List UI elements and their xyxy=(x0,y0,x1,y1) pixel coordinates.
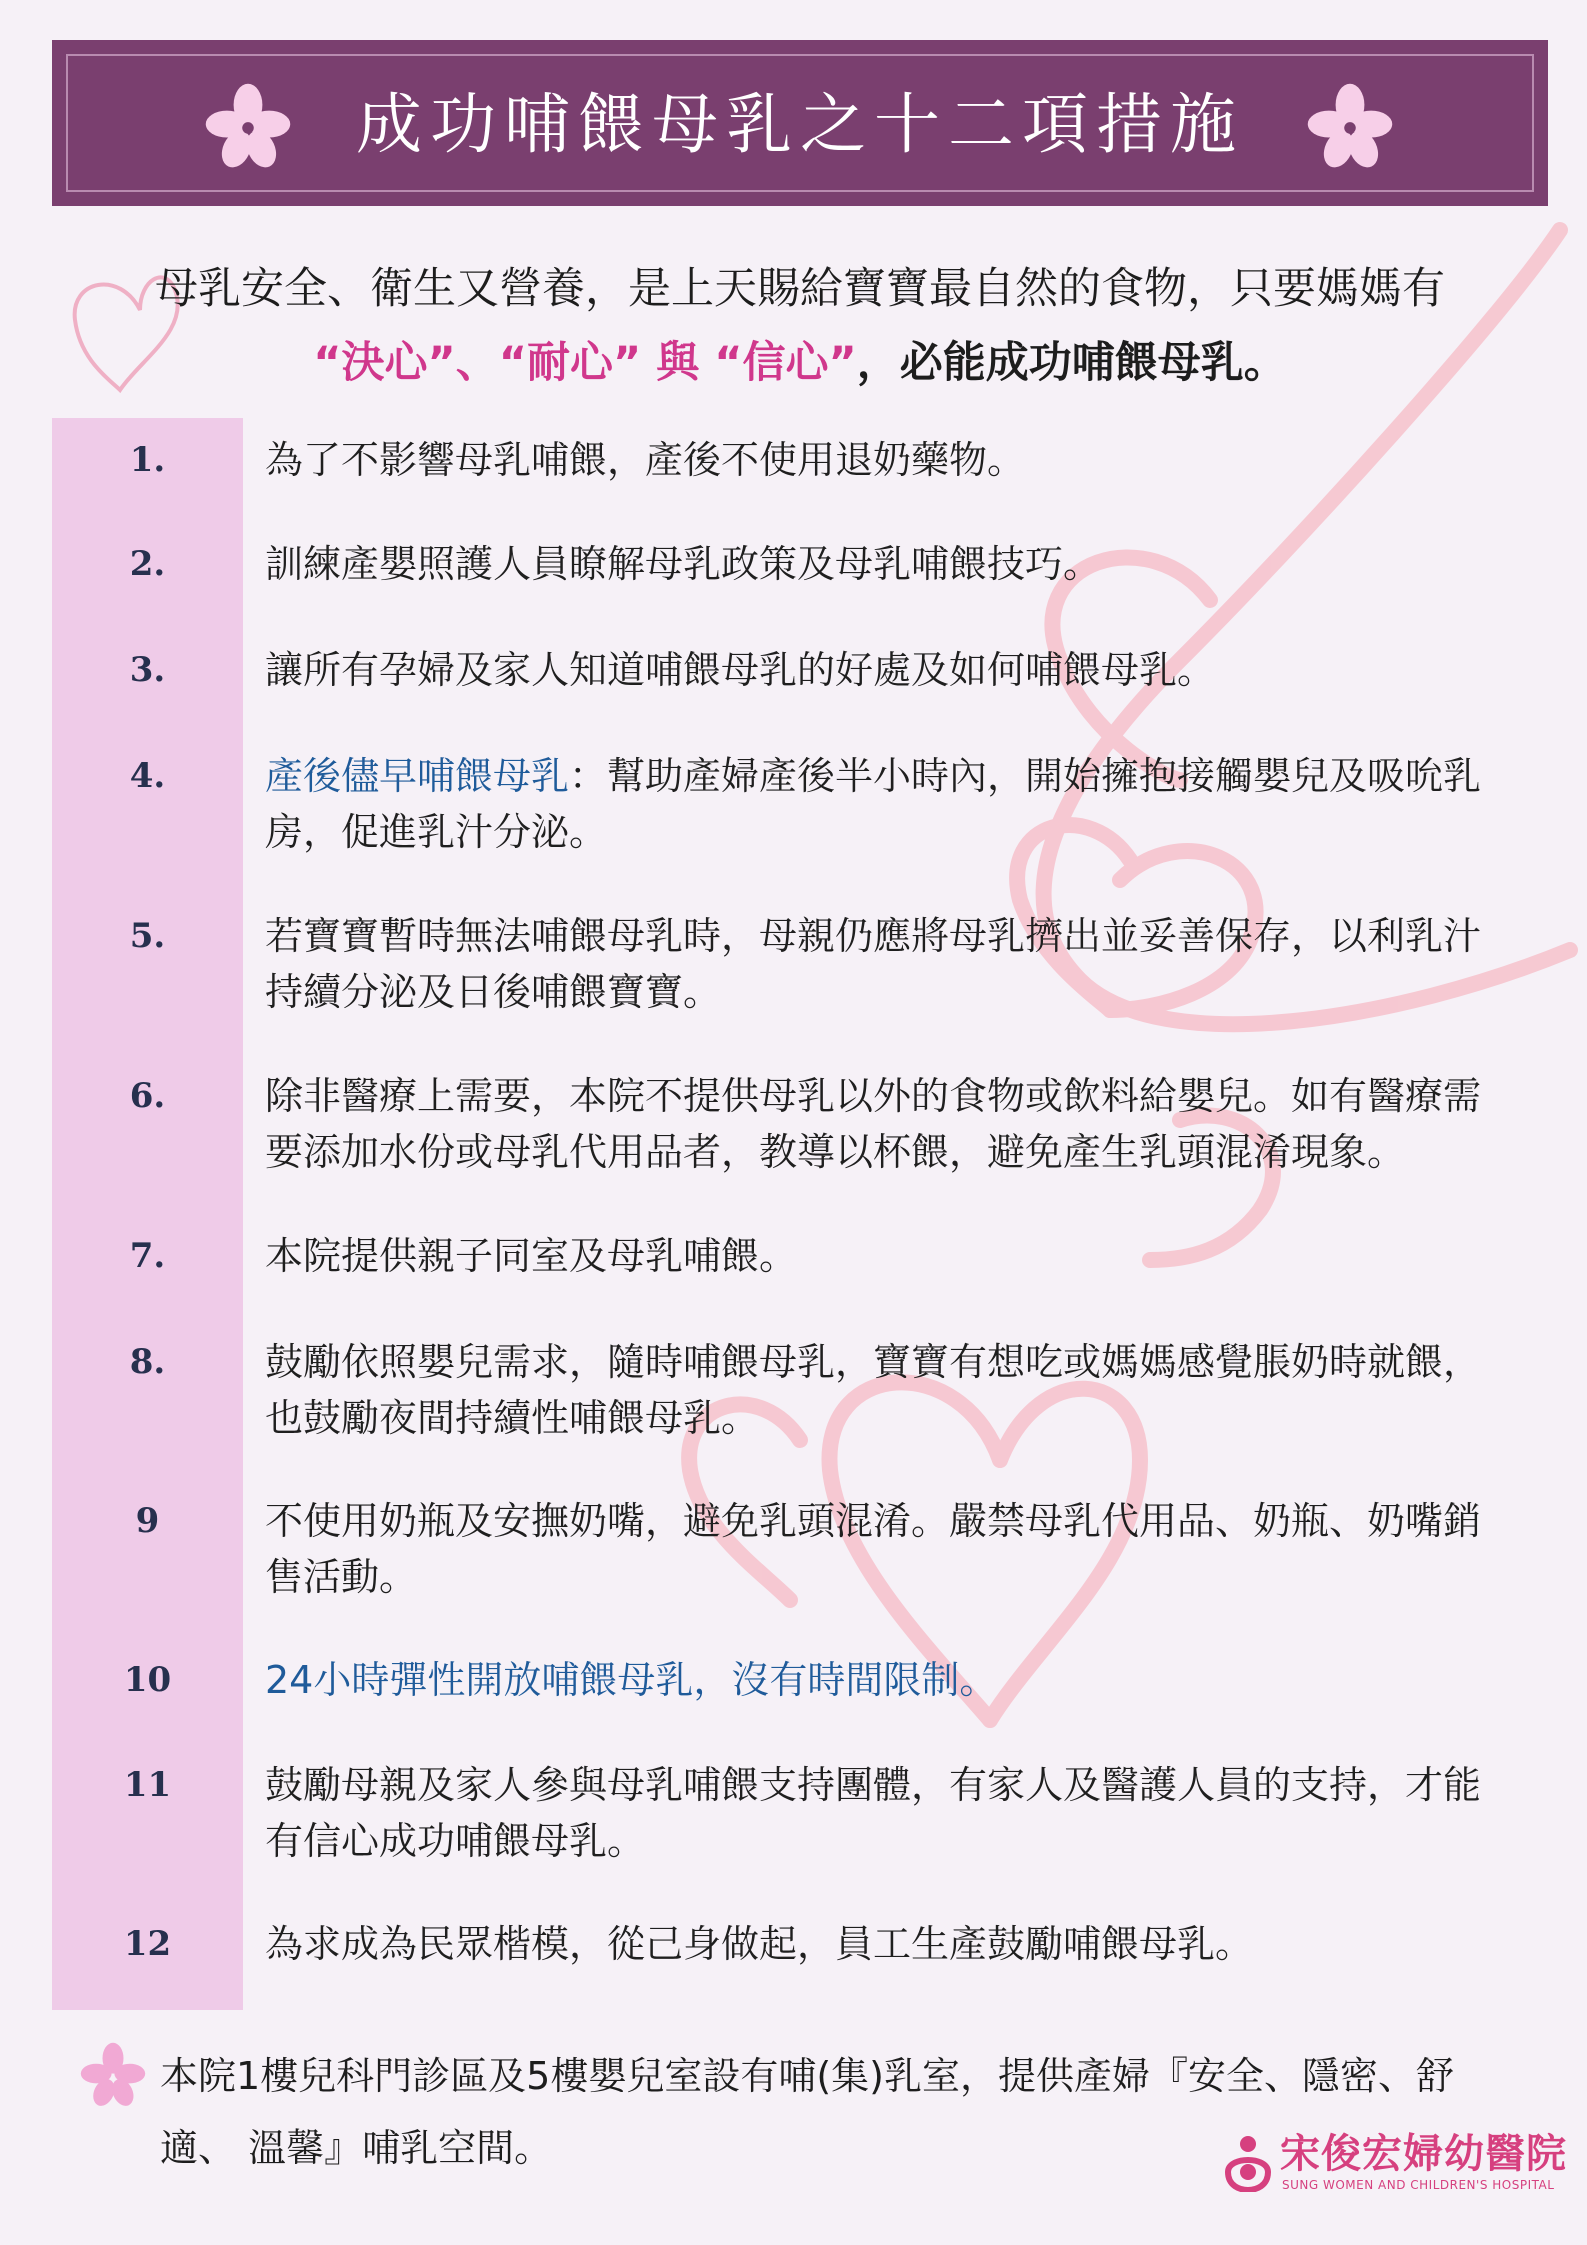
item-text: 除非醫療上需要，本院不提供母乳以外的食物或飲料給嬰兒。如有醫療需要添加水份或母乳代用品者，教導以杯餵，避免產生乳頭混淆現象。 xyxy=(265,1074,1482,1174)
keyword-patience: “耐心” xyxy=(498,338,642,388)
hospital-logo-icon xyxy=(1222,2132,1274,2192)
item-number: 2. xyxy=(129,544,166,584)
keyword-confidence: “信心” xyxy=(714,338,857,388)
item-text: 本院提供親子同室及母乳哺餵。 xyxy=(265,1234,798,1278)
item-text: 若寶寶暫時無法哺餵母乳時，母親仍應將母乳擠出並妥善保存，以利乳汁持續分泌及日後哺餵寶寶。 xyxy=(265,914,1482,1014)
keyword-determination: “決心”、 xyxy=(313,338,499,388)
intro-line-2 xyxy=(100,326,1500,400)
item-number: 11 xyxy=(123,1765,172,1805)
item-text: 讓所有孕婦及家人知道哺餵母乳的好處及如何哺餵母乳。 xyxy=(265,648,1216,692)
footer-note: 本院1樓兒科門診區及5樓嬰兒室設有哺(集)乳室，提供產婦『安全、隱密、舒適、 溫馨』哺乳空間。 xyxy=(160,2054,1455,2170)
item-number: 10 xyxy=(123,1660,172,1700)
item-text: 為求成為民眾楷模，從己身做起，員工生產鼓勵哺餵母乳。 xyxy=(265,1922,1254,1966)
item-text: 為了不影響母乳哺餵，產後不使用退奶藥物。 xyxy=(265,438,1026,482)
intro-line-1: 母乳安全、衛生又營養，是上天賜給寶寶最自然的食物，只要媽媽有 xyxy=(155,264,1445,314)
title-banner xyxy=(52,40,1548,206)
item-text: 鼓勵依照嬰兒需求，隨時哺餵母乳，寶寶有想吃或媽媽感覺脹奶時就餵，也鼓勵夜間持續性哺餵母乳。 xyxy=(265,1340,1482,1440)
page-title: 成功哺餵母乳之十二項措施 xyxy=(356,86,1244,163)
item-text: 鼓勵母親及家人參與母乳哺餵支持團體，有家人及醫護人員的支持，才能有信心成功哺餵母乳。 xyxy=(265,1763,1482,1863)
item-number: 3. xyxy=(129,650,166,690)
item-number: 7. xyxy=(129,1236,166,1276)
item-number: 4. xyxy=(129,756,166,796)
item-text: 不使用奶瓶及安撫奶嘴，避免乳頭混淆。嚴禁母乳代用品、奶瓶、奶嘴銷售活動。 xyxy=(265,1499,1482,1599)
item-number: 12 xyxy=(123,1924,172,1964)
item-text: 訓練產嬰照護人員瞭解母乳政策及母乳哺餵技巧。 xyxy=(265,542,1102,586)
hospital-name-english: SUNG WOMEN AND CHILDREN'S HOSPITAL xyxy=(1282,2178,1555,2192)
intro-tail: ，必能成功哺餵母乳。 xyxy=(856,338,1287,388)
hospital-logo xyxy=(1222,2130,1567,2200)
item-highlight: 產後儘早哺餵母乳 xyxy=(265,754,570,798)
flower-icon xyxy=(78,2040,148,2110)
item-number: 1. xyxy=(129,440,166,480)
item-number: 5. xyxy=(129,916,166,956)
hospital-name: 宋俊宏婦幼醫院 xyxy=(1280,2131,1567,2177)
item-text-rest: ：幫助產婦產後半小時內，開始擁抱接觸嬰兒及吸吮乳房，促進乳汁分泌。 xyxy=(265,754,1482,854)
item-number: 9 xyxy=(135,1501,160,1541)
keyword-and: 與 xyxy=(641,338,715,388)
item-text xyxy=(265,748,1515,860)
item-number: 6. xyxy=(129,1076,166,1116)
item-number: 8. xyxy=(129,1342,166,1382)
flower-icon xyxy=(1302,78,1398,174)
item-text: 24小時彈性開放哺餵母乳，沒有時間限制。 xyxy=(265,1658,998,1702)
